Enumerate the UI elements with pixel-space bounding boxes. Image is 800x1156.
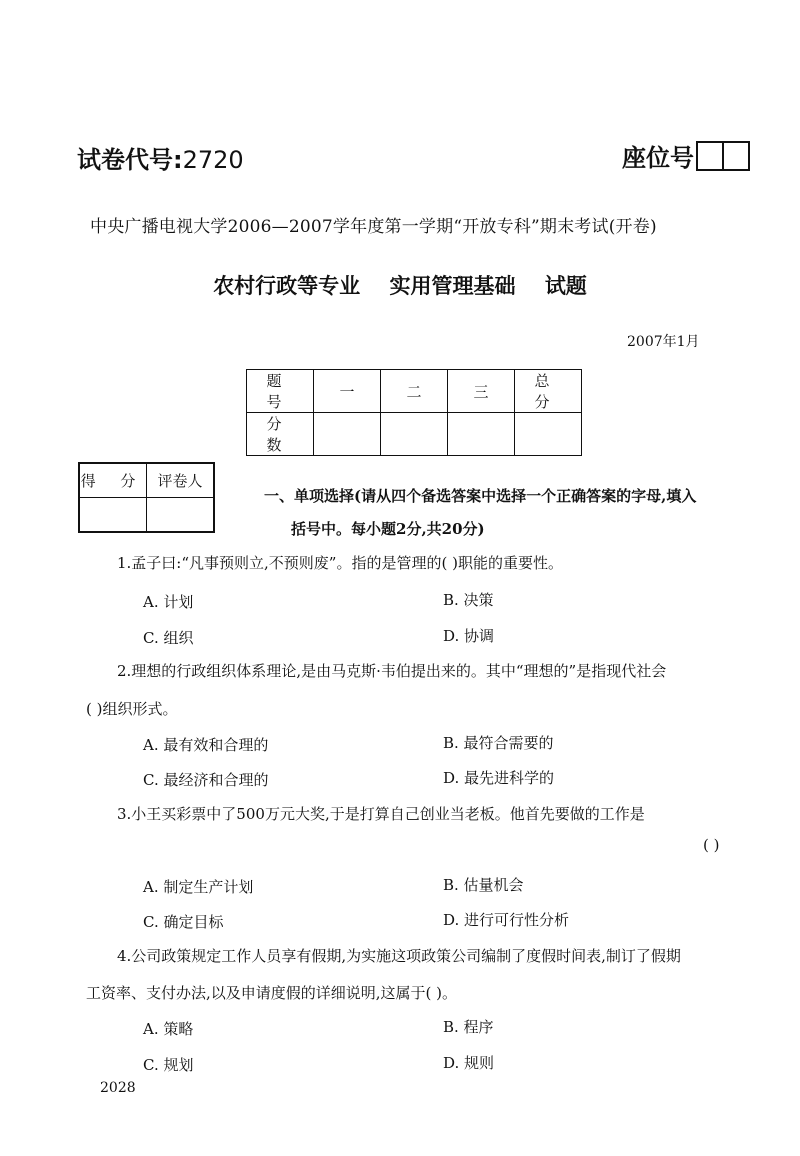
section-heading: 一、单项选择(请从四个备选答案中选择一个正确答案的字母,填入 xyxy=(264,487,697,505)
question-1-option-c: C. 组织 xyxy=(143,629,194,647)
question-4-option-a: A. 策略 xyxy=(143,1020,194,1038)
seat-number xyxy=(622,138,750,173)
question-1-option-d: D. 协调 xyxy=(443,627,495,645)
exam-date: 2007年1月 xyxy=(627,334,700,350)
section-heading-cont: 括号中。每小题2分,共20分) xyxy=(291,520,485,538)
question-2-option-c: C. 最经济和合理的 xyxy=(143,771,269,789)
page-number: 2028 xyxy=(100,1080,136,1096)
question-2-option-a: A. 最有效和合理的 xyxy=(143,736,269,754)
question-3-text: 3.小王买彩票中了500万元大奖,于是打算自己创业当老板。他首先要做的工作是 xyxy=(117,805,645,823)
score-cell xyxy=(448,413,515,456)
grader-score-cell xyxy=(79,498,147,533)
question-4-option-b: B. 程序 xyxy=(443,1018,494,1036)
question-3-option-d: D. 进行可行性分析 xyxy=(443,911,570,929)
grader-name-cell xyxy=(147,498,215,533)
question-3-option-b: B. 估量机会 xyxy=(443,876,524,894)
seat-box xyxy=(722,143,748,169)
subject-major: 农村行政等专业 xyxy=(213,274,361,298)
grader-name-label: 评卷人 xyxy=(147,463,215,498)
score-table-header-cell: 总 分 xyxy=(515,370,582,413)
question-1-text: 1.孟子曰:“凡事预则立,不预则废”。指的是管理的( )职能的重要性。 xyxy=(117,554,563,572)
question-2-text: 2.理想的行政组织体系理论,是由马克斯·韦伯提出来的。其中“理想的”是指现代社会 xyxy=(117,662,667,680)
score-table-score-row xyxy=(247,413,582,456)
score-table xyxy=(246,369,582,456)
seat-label: 座位号 xyxy=(622,144,694,172)
grader-table-header-row xyxy=(79,463,214,498)
exam-title: 中央广播电视大学2006—2007学年度第一学期“开放专科”期末考试(开卷) xyxy=(90,217,657,237)
seat-box xyxy=(698,143,722,169)
score-table-row-label: 分 数 xyxy=(247,413,314,456)
score-table-header-cell: 题 号 xyxy=(247,370,314,413)
score-cell xyxy=(381,413,448,456)
score-table-header-cell: 一 xyxy=(314,370,381,413)
paper-code-label: 试卷代号: xyxy=(77,146,183,174)
question-1-option-a: A. 计划 xyxy=(143,593,194,611)
question-1-option-b: B. 决策 xyxy=(443,591,494,609)
question-3-option-a: A. 制定生产计划 xyxy=(143,878,254,896)
question-4-text: 4.公司政策规定工作人员享有假期,为实施这项政策公司编制了度假时间表,制订了假期 xyxy=(117,947,681,965)
seat-number-boxes xyxy=(696,141,750,171)
question-4-option-c: C. 规划 xyxy=(143,1056,194,1074)
question-2-option-b: B. 最符合需要的 xyxy=(443,734,554,752)
question-2-text-cont: ( )组织形式。 xyxy=(86,700,178,718)
subject-kind: 试题 xyxy=(544,274,587,298)
question-4-text-cont: 工资率、支付办法,以及申请度假的详细说明,这属于( )。 xyxy=(86,984,458,1002)
paper-code-value: 2720 xyxy=(182,146,244,174)
question-3-answer-blank: ( ) xyxy=(703,836,720,854)
score-cell xyxy=(515,413,582,456)
score-table-header-row xyxy=(247,370,582,413)
grader-table xyxy=(78,462,215,533)
question-2-option-d: D. 最先进科学的 xyxy=(443,769,555,787)
subject-course: 实用管理基础 xyxy=(389,274,516,298)
score-table-header-cell: 三 xyxy=(448,370,515,413)
grader-table-blank-row xyxy=(79,498,214,533)
subject-title xyxy=(0,270,800,300)
question-4-option-d: D. 规则 xyxy=(443,1054,495,1072)
paper-code xyxy=(77,140,244,175)
score-table-header-cell: 二 xyxy=(381,370,448,413)
question-3-option-c: C. 确定目标 xyxy=(143,913,224,931)
grader-score-label: 得 分 xyxy=(79,463,147,498)
score-cell xyxy=(314,413,381,456)
